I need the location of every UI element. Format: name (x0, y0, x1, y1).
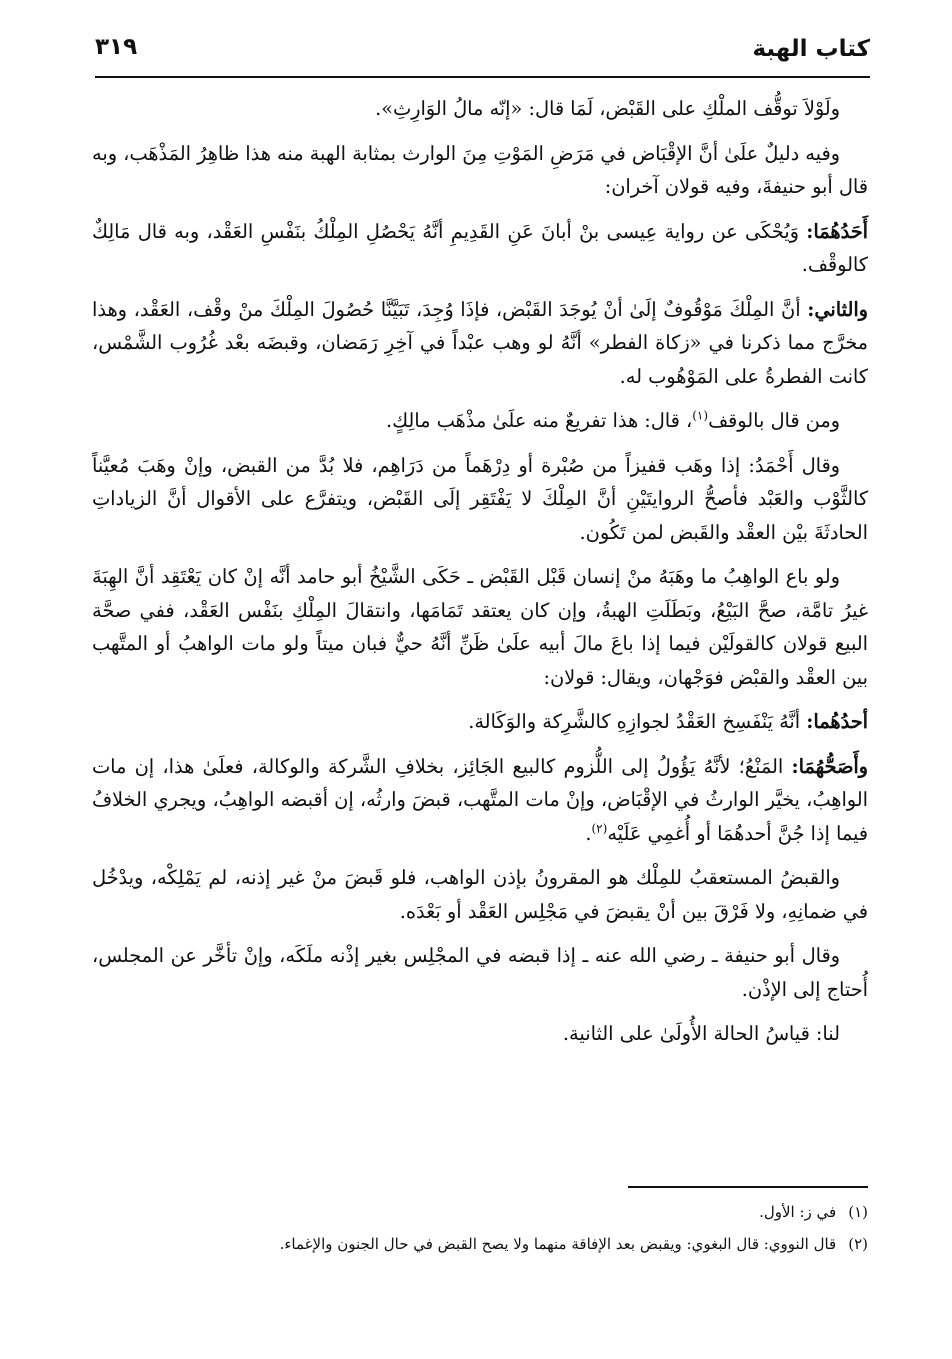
footnote-number: (٢) (848, 1235, 868, 1253)
chapter-title: كتاب الهبة (752, 36, 870, 62)
footnote-number: (١) (848, 1203, 868, 1221)
main-text (92, 92, 868, 1062)
paragraph-text: والقبضُ المستعقبُ للمِلْك هو المقرونُ بإذن الواهب، فلو قَبضَ منْ غير إذنه، لم يَمْلِكْه، ويدْخُل في ضمانِهِ، ولا فَرْقَ بين أنْ يقبضَ في مَجْلِس العَقْد أو بَعْدَه. (92, 866, 868, 923)
running-header (95, 30, 870, 78)
paragraph-text: وقال أبو حنيفة ـ رضي الله عنه ـ إذا قبضه في المجْلِس بغير إذْنه ملَكَه، وإنْ تأخَّر عن المجلس، أُحتاج إلى الإذْن. (92, 944, 868, 1001)
paragraph-text: أنَّ المِلْكَ مَوْقُوفٌ إلَىٰ أنْ يُوجَدَ القَبْض، فإذَا وُجِدَ، تَبَيَّنَّا حُصُولَ المِلْكَ منْ وقْف، العَقْد، وهذا مخرَّج مما ذكرنا في «زكاة الفطر» أنَّهُ لو وهب عبْداً في آخِرِ رَمَضان، وقبضَه بعْد غُرُوب الشَّمْس، كانت الفطرةُ على المَوْهُوب له. (92, 297, 868, 388)
paragraph-text: ولَوْلاَ توقُّف الملْكِ على القَبْض، لَمَا قال: «إنّه مالُ الوَارِثِ». (375, 97, 840, 120)
paragraph-text: وَيُحْكَى عن رواية عِيسى بنْ أبانَ عَنِ القَدِيمِ أنَّهُ يَحْصُلِ المِلْكُ بنَفْسِ العَقْد، وبه قال مَالِكٌ كالوقْف. (92, 219, 868, 276)
paragraph-text-continued: . (585, 821, 592, 845)
paragraph-12 (92, 1017, 868, 1051)
paragraph-lead-word: وأَصَحُّهُمَا: (791, 754, 868, 778)
paragraph-3 (92, 215, 868, 282)
paragraph-text: أنَّهُ يَنْفَسِخ العَقْدُ لجوازِهِ كالشَّرِكة والوَكَالة. (468, 710, 801, 733)
paragraph-5 (92, 404, 868, 438)
paragraph-lead-word: أحدُهُما: (806, 710, 868, 733)
footnote-ref-1[interactable]: (١) (692, 408, 709, 423)
paragraph-lead-word: والثاني: (807, 297, 868, 321)
paragraph-text-continued: ، قال: هذا تفريعٌ منه علَىٰ مذْهَب مالِكٍ. (386, 409, 693, 432)
paragraph-11 (92, 939, 868, 1006)
paragraph-1 (92, 92, 868, 126)
paragraph-4 (92, 293, 868, 394)
paragraph-text: وقال أَحْمَدُ: إذا وهَب قفيزاً من صُبْرة أو دِرْهَماً من دَرَاهِم، فلا بُدَّ من القبض، وإنْ وهَبَ مُعيَّناً كالثَّوْب والعَبْد فأصحُّ الروايتَيْنِ أنَّ المِلْكَ لا يَفْتَقِر إلَى القَبْض، ويتفرَّع على الأقوال أنَّ الزياداتِ الحادثَةَ بيْن العقْد والقَبض لمن تَكُون. (92, 453, 868, 544)
paragraph-lead-word: أَحَدُهُمَا: (806, 219, 868, 243)
footnotes (92, 1196, 868, 1260)
paragraph-6 (92, 449, 868, 550)
footnote-text: في ز: الأول. (759, 1203, 837, 1221)
footnote-text: قال النووي: قال البغوي: ويقبض بعد الإفاقة منهما ولا يصح القبض في حال الجنون والإغماء. (279, 1235, 837, 1253)
paragraph-text: المَنْعُ؛ لأنَّهُ يَؤُولُ إلى اللُّزوم كالبيع الجَائِز، بخلافِ الشَّركة والوكالة، فعلَىٰ هذا، إن مات الواهِبُ، يخيَّر الوارثُ في الإقْبَاض، وإنْ مات المتَّهب، قبضَ وارثُه، إن أقبضه الواهِبُ، ويجري الخلافُ فيما إذا جُنَّ أحدهُمَا أو أُغمِي عَلَيْه (92, 754, 868, 845)
paragraph-text: وفيه دليلٌ علَىٰ أنَّ الإقْبَاض في مَرَضِ المَوْتِ مِنَ الوارث بمثابة الهبة منه هذا ظاهِرُ المَذْهَب، وبه قال أبو حنيفةَ، وفيه قولان آخران: (92, 141, 868, 198)
page-number: ٣١٩ (95, 34, 138, 60)
footnote-1 (92, 1196, 868, 1228)
footnote-ref-2[interactable]: (٢) (591, 821, 608, 836)
paragraph-text: لنا: قياسُ الحالة الأُولَىٰ على الثانية. (562, 1022, 840, 1045)
paragraph-9 (92, 750, 868, 851)
paragraph-10 (92, 861, 868, 928)
footnote-divider (628, 1186, 868, 1188)
footnote-2 (92, 1228, 868, 1260)
paragraph-7 (92, 560, 868, 694)
paragraph-2 (92, 137, 868, 204)
paragraph-text: ولو باع الواهِبُ ما وهَبَهُ منْ إنسان قَبْل القَبْض ـ حَكَى الشَّيْخُ أبو حامد أنَّه إنْ كان يَعْتَقِد أنَّ الهِبَةَ غيرُ تامَّة، صحَّ البَيْعُ، وبَطَلَتِ الهبةُ، وإن كان يعتقد تَمَامَها، وانتقالَ المِلْكِ بنَفْس العَقْد، ففي صحَّة البيع قولان كالقولَيْن فيما إذا باعَ مالَ أبيه علَىٰ ظَنِّ أنَّهُ حيٌّ فبان ميتاً ولو مات الواهبُ أو المتَّهب بين العقْد والقبْض فوَجْهان، ويقال: قولان: (92, 565, 868, 689)
paragraph-8 (92, 705, 868, 739)
paragraph-text: ومن قال بالوقف (708, 409, 840, 432)
